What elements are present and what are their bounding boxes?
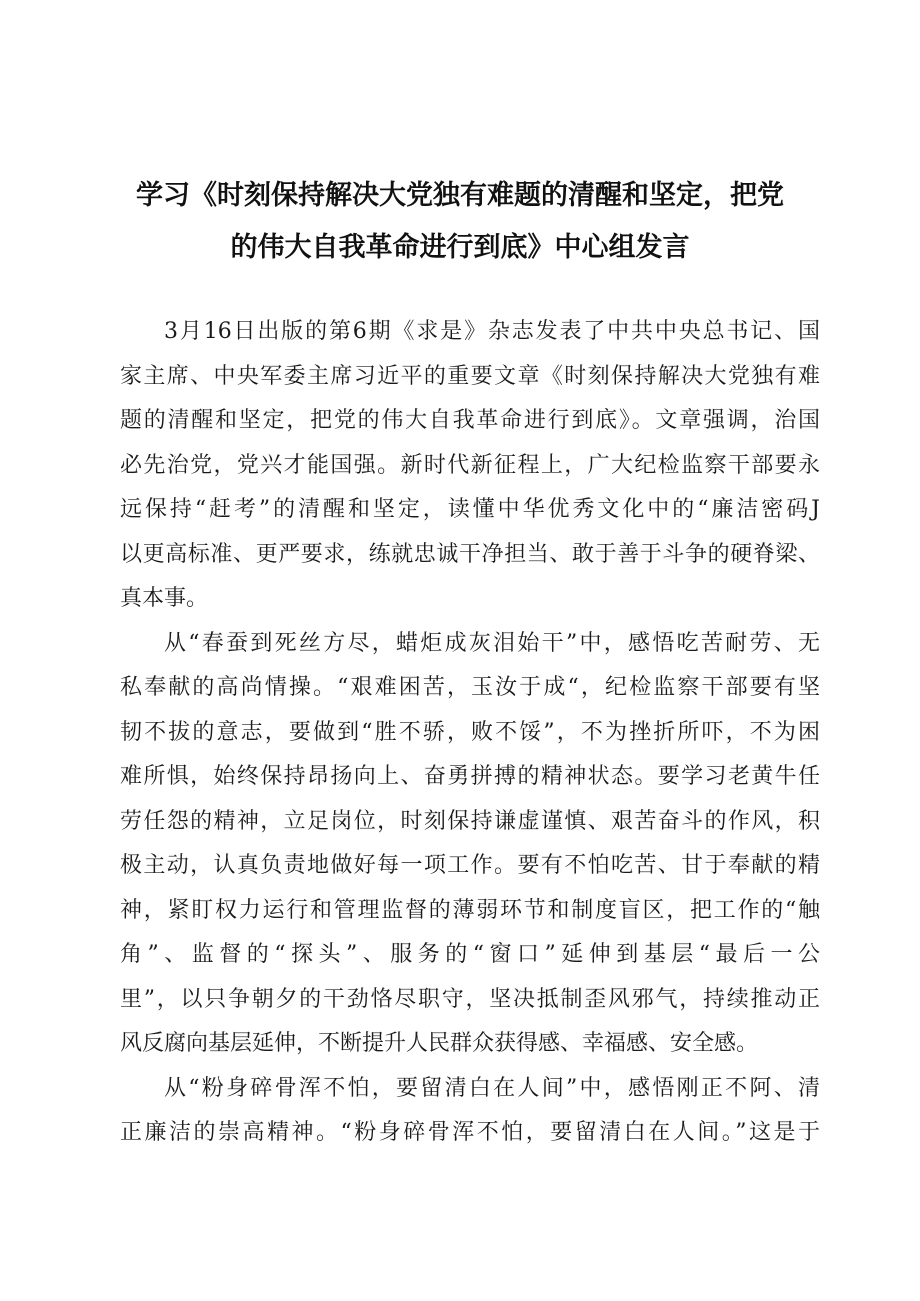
document-body [120,310,820,1156]
text-line: 以更高标准、更严要求，练就忠诚干净担当、敢于善于斗争的硬脊梁、 [120,541,820,567]
text-line: 里”，以只争朝夕的干劲恪尽职守，坚决抵制歪风邪气，持续推动正 [120,986,820,1012]
text-line: 家主席、中央军委主席习近平的重要文章《时刻保持解决大党独有难 [120,363,820,389]
text-line: 神，紧盯权力运行和管理监督的薄弱环节和制度盲区，把工作的“触 [120,897,820,923]
text-line: 劳任怨的精神，立足岗位，时刻保持谦虚谨慎、艰苦奋斗的作风，积 [120,808,820,834]
text-line: 私奉献的高尚情操。“艰难困苦，玉汝于成“，纪检监察干部要有坚 [120,675,820,700]
text-line: 3月16日出版的第6期《求是》杂志发表了中共中央总书记、国 [164,319,820,344]
text-line: 题的清醒和坚定，把党的伟大自我革命进行到底》。文章强调，治国 [120,408,820,433]
text-line: 韧不拔的意志，要做到“胜不骄，败不馁”，不为挫折所吓，不为困 [120,719,820,745]
paragraph-3 [120,1067,820,1156]
title-line: 的伟大自我革命进行到底》中心组发言 [230,232,690,263]
text-line: 远保持“赶考”的清醒和坚定，读懂中华优秀文化中的“廉洁密码J [120,497,820,522]
text-line: 从“粉身碎骨浑不怕，要留清白在人间”中，感悟刚正不阿、清 [164,1075,820,1101]
paragraph-2 [120,622,820,1067]
paragraph-1 [120,310,820,622]
document-title [100,170,820,274]
title-line: 学习《时刻保持解决大党独有难题的清醒和坚定，把党 [136,180,784,211]
text-line: 真本事。 [120,586,209,611]
text-line: 角”、监督的“探头”、服务的“窗口”延伸到基层“最后一公 [120,942,820,967]
text-line: 从“春蚕到死丝方尽，蜡炬成灰泪始干”中，感悟吃苦耐劳、无 [164,630,820,656]
text-line: 难所惧，始终保持昂扬向上、奋勇拼搏的精神状态。要学习老黄牛任 [120,764,820,789]
text-line: 风反腐向基层延伸，不断提升人民群众获得感、幸福感、安全感。 [120,1031,759,1056]
text-line: 正廉洁的崇高精神。“粉身碎骨浑不怕，要留清白在人间。”这是于 [120,1120,820,1145]
text-line: 极主动，认真负责地做好每一项工作。要有不怕吃苦、甘于奉献的精 [120,853,820,878]
text-line: 必先治党，党兴才能国强。新时代新征程上，广大纪检监察干部要永 [120,452,820,478]
